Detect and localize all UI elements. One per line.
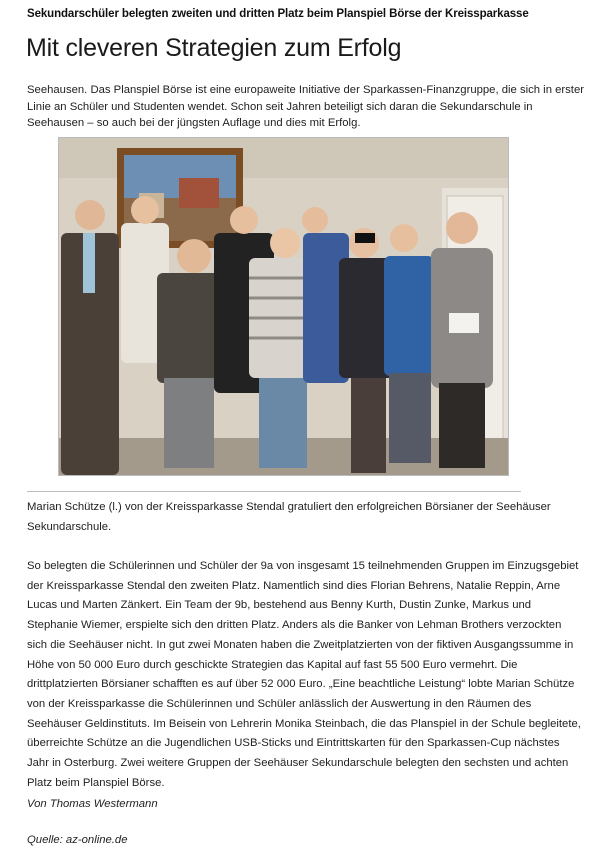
photo-caption: Marian Schütze (l.) von der Kreissparkasse Stendal gratuliert den erfolgreichen Börsianer der Seehäuser Sekundarschule. — [27, 501, 551, 533]
group-photo-illustration — [59, 138, 508, 475]
article-photo — [58, 137, 509, 476]
caption-divider — [27, 491, 521, 492]
article-author: Von Thomas Westermann — [27, 798, 158, 810]
article-headline: Mit cleveren Strategien zum Erfolg — [26, 34, 402, 62]
article-source: Quelle: az-online.de — [27, 834, 128, 846]
article-kicker: Sekundarschüler belegten zweiten und dritten Platz beim Planspiel Börse der Kreissparkasse — [27, 8, 529, 20]
article-lead: Seehausen. Das Planspiel Börse ist eine europaweite Initiative der Sparkassen-Finanzgruppe, die sich in erster Linie an Schüler und Studenten wendet. Schon seit Jahren beteiligt sich daran die Sekundarschule in Seehausen – so auch bei der jüngsten Auflage und dies mit Erfolg. — [27, 84, 584, 129]
article-body: So belegten die Schülerinnen und Schüler der 9a von insgesamt 15 teilnehmenden Gruppen im Einzugsgebiet der Kreissparkasse Stendal den zweiten Platz. Namentlich sind dies Florian Behrens, Natalie Reppin, Arne Lucas und Marten Zänkert. Ein Team der 9b, bestehend aus Benny Kurth, Dustin Zunke, Markus und Stephanie Wiemer, erspielte sich den dritten Platz. Anders als die Banker von Lehman Brothers verzockten sich die Seehäuser nicht. In gut zwei Monaten haben die Zweitplatzierten von der fiktiven Ausgangssumme in Höhe von 50 000 Euro durch geschickte Strategien das Kapital auf fast 55 500 Euro vermehrt. Die drittplatzierten Börsianer schafften es auf über 52 000 Euro. „Eine beachtliche Leistung“ lobte Marian Schütze von der Kreissparkasse die Schülerinnen und Schüler anlässlich der Auswertung in den Räumen des Seehäuser Geldinstituts. Im Beisein von Lehrerin Monika Steinbach, die das Planspiel in der Schule begleitete, überreichte Schütze an die Jugendlichen USB-Sticks und Eintrittskarten für den Sparkassen-Cup nächstes Jahr in Osterburg. Zwei weitere Gruppen der Seehäuser Sekundarschule belegten den sechsten und achten Platz beim Planspiel Börse. — [27, 560, 581, 789]
